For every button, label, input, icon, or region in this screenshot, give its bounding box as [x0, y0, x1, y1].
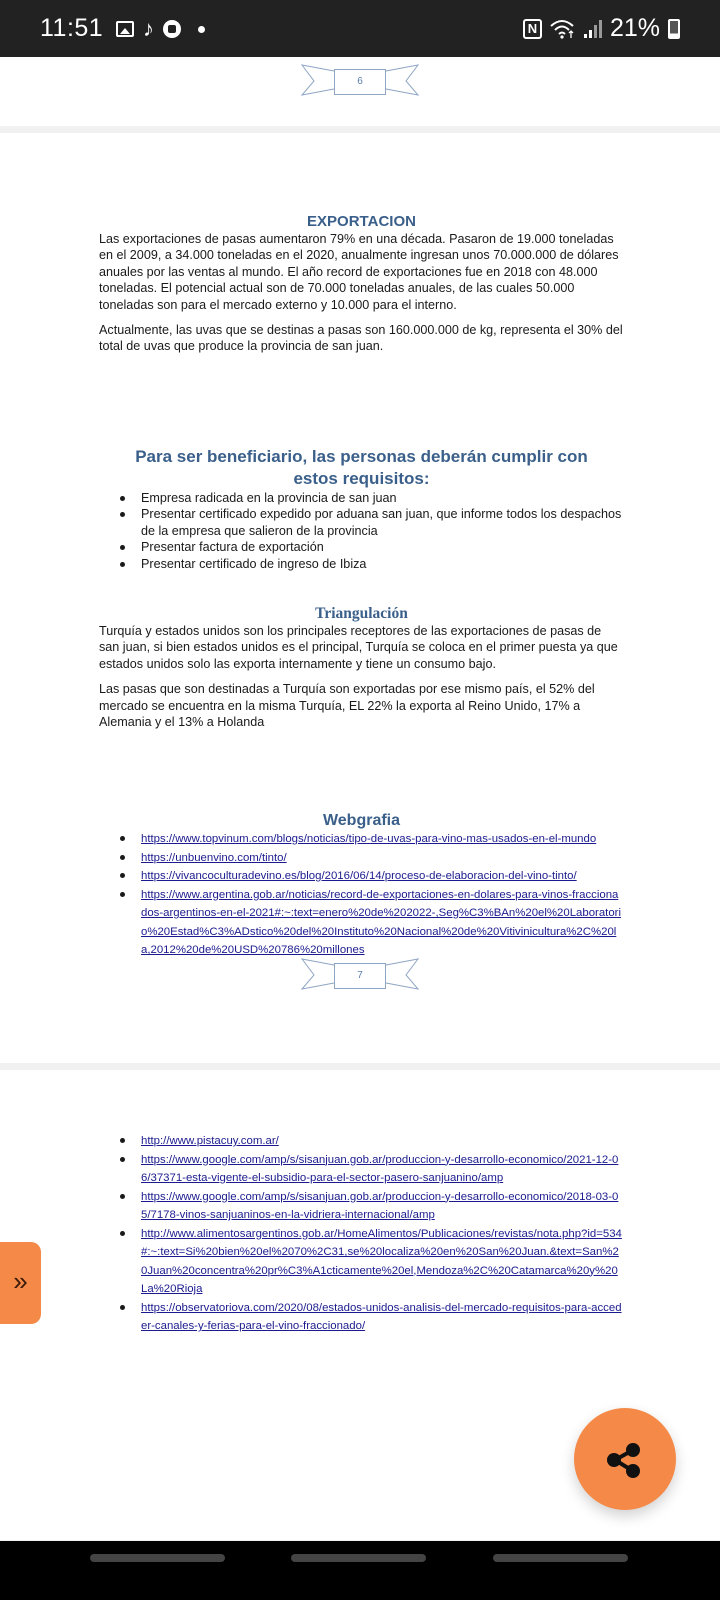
battery-charging-icon	[668, 19, 680, 39]
notification-dot-icon	[198, 26, 205, 33]
notification-icons	[116, 18, 205, 40]
reference-link[interactable]: https://www.google.com/amp/s/sisanjuan.gob.ar/produccion-y-desarrollo-economico/2021-12-06/37371-esta-vigente-el-subsidio-para-el-sector-pasero-sanjuanino/amp	[99, 1151, 624, 1188]
battery-percent: 21%	[609, 14, 660, 42]
list-item: Presentar certificado de ingreso de Ibiza	[99, 556, 624, 572]
reference-link[interactable]: https://vivancoculturadevino.es/blog/2016/06/14/proceso-de-elaboracion-del-vino-tinto/	[99, 867, 624, 886]
section-webgrafia	[99, 812, 624, 960]
paragraph: Actualmente, las uvas que se destinas a pasas son 160.000.000 de kg, representa el 30% del total de uvas que produce la provincia de san juan.	[99, 323, 623, 354]
heading-webgrafia: Webgrafia	[322, 812, 401, 829]
nfc-icon: N	[523, 19, 542, 39]
wifi-icon	[550, 19, 576, 39]
list-item: Empresa radicada en la provincia de san juan	[99, 490, 624, 506]
heading-requisitos: Para ser beneficiario, las personas deberán cumplir con estos requisitos:	[135, 447, 588, 488]
gallery-icon	[116, 21, 134, 37]
back-button[interactable]	[493, 1554, 628, 1562]
section-triangulacion	[99, 605, 624, 730]
recents-button[interactable]	[90, 1554, 225, 1562]
page-number-ribbon	[300, 63, 420, 97]
reference-link[interactable]: http://www.pistacuy.com.ar/	[99, 1132, 624, 1151]
section-exportacion	[99, 213, 624, 355]
reference-link[interactable]: https://www.google.com/amp/s/sisanjuan.gob.ar/produccion-y-desarrollo-economico/2018-03-05/7178-vinos-sanjuaninos-en-la-vidriera-internacional/amp	[99, 1188, 624, 1225]
reference-link[interactable]: https://www.topvinum.com/blogs/noticias/tipo-de-uvas-para-vino-mas-usados-en-el-mundo	[99, 830, 624, 849]
page-number: 7	[334, 963, 386, 989]
list-item: Presentar certificado expedido por aduana san juan, que informe todos los despachos de la empresa que salieron de la provincia	[99, 506, 624, 539]
pdf-page-7	[0, 133, 720, 1063]
heading-exportacion: EXPORTACION	[307, 213, 416, 230]
page-number-ribbon	[300, 957, 420, 991]
signal-icon	[584, 20, 602, 38]
paragraph: Turquía y estados unidos son los principales receptores de las exportaciones de pasas de san juan, si bien estados unidos es el principal, Turquía se coloca en el primer puesta ya que estados unidos solo las exporta internamente y tiene un consumo bajo.	[99, 624, 618, 671]
navigation-bar	[0, 1541, 720, 1600]
double-chevron-right-icon: »	[13, 1266, 28, 1296]
list-item: Presentar factura de exportación	[99, 539, 624, 555]
reference-link[interactable]: http://www.alimentosargentinos.gob.ar/HomeAlimentos/Publicaciones/revistas/nota.php?id=534#:~:text=Si%20bien%20el%2070%2C31,se%20localiza%20en%20San%20Juan.&text=San%20Juan%20concentra%20pr%C3%A1cticamente%20el,Mendoza%2C%20Catamarca%20y%20La%20Rioja	[99, 1225, 624, 1299]
status-bar	[0, 0, 720, 57]
reference-link[interactable]: https://www.argentina.gob.ar/noticias/record-de-exportaciones-en-dolares-para-vinos-fraccionados-argentinos-en-el-2021#:~:text=enero%20de%202022-,Seg%C3%BAn%20el%20Laboratorio%20Estad%C3%ADstico%20del%20Instituto%20Nacional%20de%20Vitivinicultura%2C%20la,2012%20de%20USD%20786%20millones	[99, 886, 624, 960]
page-number: 6	[334, 69, 386, 95]
reference-link[interactable]: https://unbuenvino.com/tinto/	[99, 849, 624, 868]
system-icons	[523, 14, 680, 43]
soccer-ball-icon	[163, 20, 181, 38]
pdf-page-6-footer	[0, 57, 720, 126]
share-button[interactable]	[574, 1408, 676, 1510]
share-icon	[574, 1408, 676, 1510]
tiktok-icon: ♪	[143, 16, 154, 41]
section-requisitos	[99, 446, 624, 572]
clock: 11:51	[40, 14, 104, 42]
heading-triangulacion: Triangulación	[315, 605, 408, 622]
reference-link[interactable]: https://observatoriova.com/2020/08/estados-unidos-analisis-del-mercado-requisitos-para-acceder-canales-y-ferias-para-el-vino-fraccionado/	[99, 1299, 624, 1336]
links-list	[99, 1132, 624, 1336]
links-list	[99, 830, 624, 960]
side-panel-toggle[interactable]	[0, 1242, 41, 1324]
paragraph: Las pasas que son destinadas a Turquía son exportadas por ese mismo país, el 52% del mercado se encuentra en la misma Turquía, EL 22% la exporta al Reino Unido, 17% a Alemania y el 13% a Holanda	[99, 682, 595, 730]
requirements-list	[99, 490, 624, 572]
paragraph: Las exportaciones de pasas aumentaron 79% en una década. Pasaron de 19.000 toneladas en el 2009, a 34.000 toneladas en el 2020, anualmente ingresan unos 70.000.000 de dólares anuales por las ventas al mundo. El año record de exportaciones fue en 2018 con 48.000 toneladas. El potencial actual son de 70.000 toneladas anuales, de las cuales 50.000 toneladas son para el mercado externo y 10.000 para el interno.	[99, 232, 619, 312]
section-webgrafia-continued	[99, 1132, 624, 1336]
home-button[interactable]	[291, 1554, 426, 1562]
